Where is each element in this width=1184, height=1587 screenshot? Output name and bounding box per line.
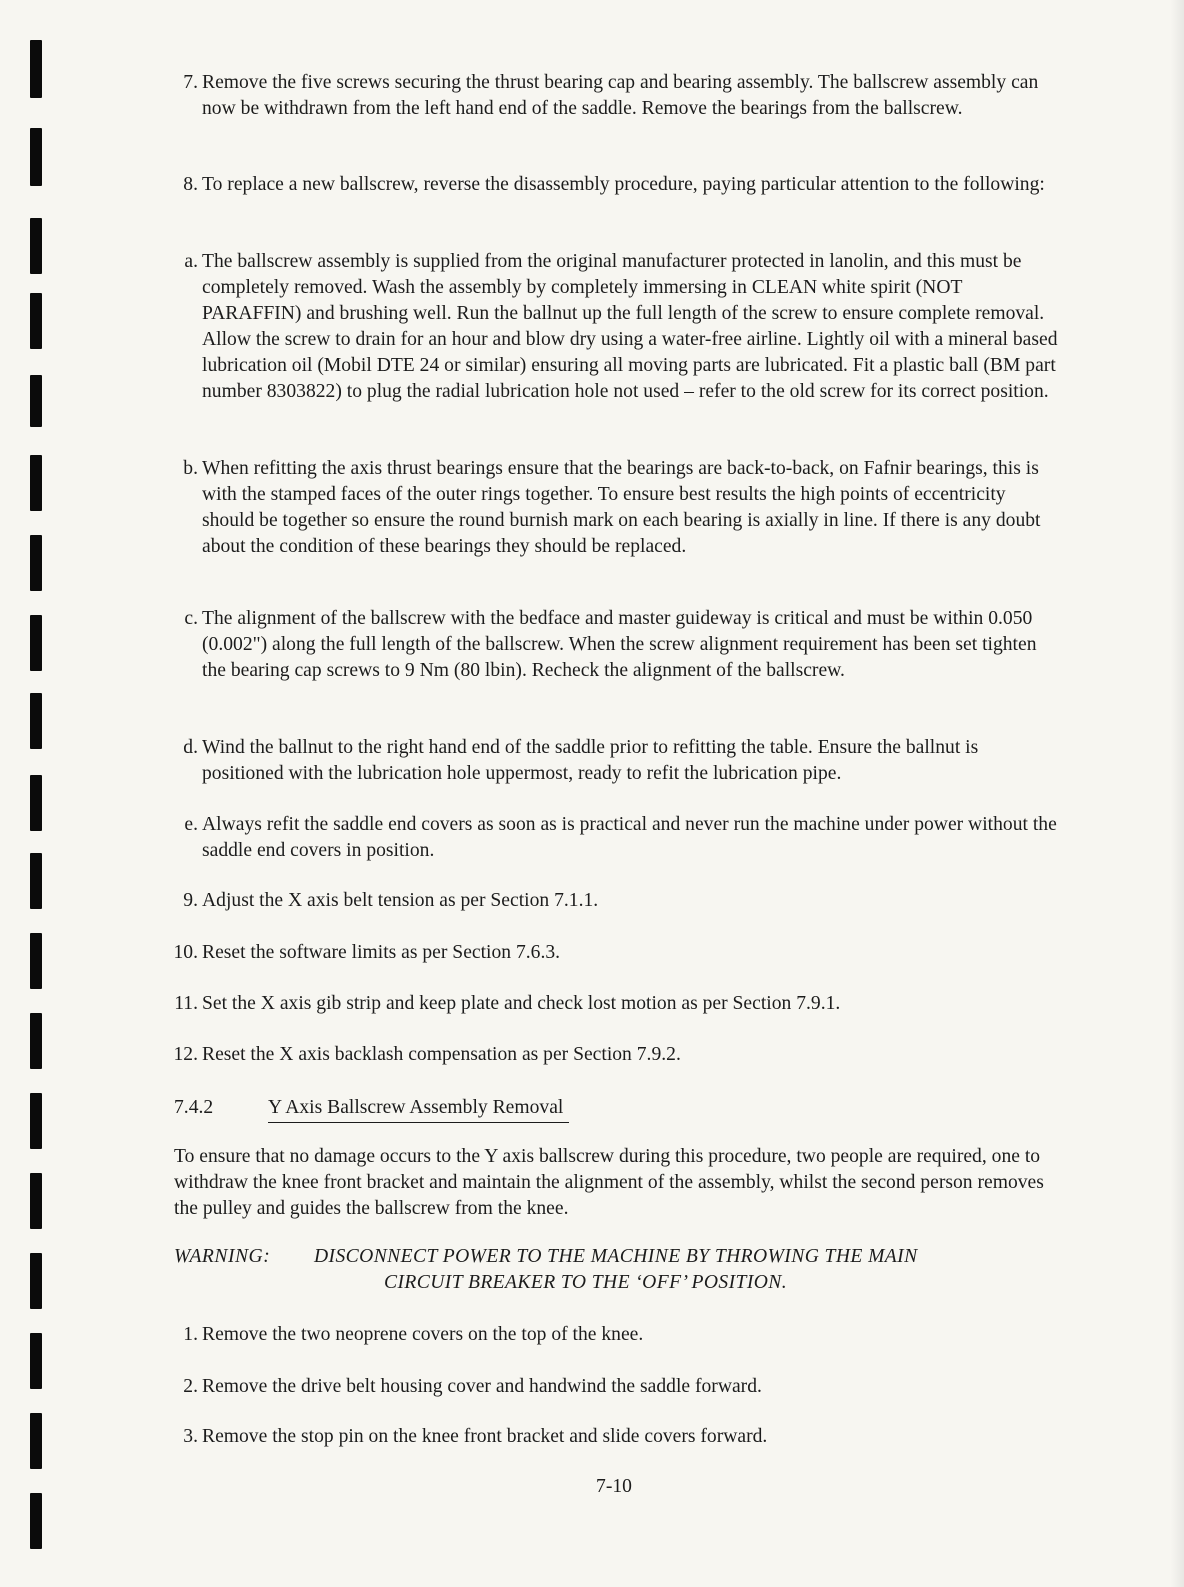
substep-a: [160, 249, 1060, 405]
step-number: a.: [184, 251, 198, 272]
step-text: Remove the two neoprene covers on the top of the knee.: [202, 1324, 644, 1345]
binding-mark: [30, 1013, 42, 1069]
section-heading: [174, 1095, 569, 1123]
step-text: When refitting the axis thrust bearings ensure that the bearings are back-to-back, on Fafnir bearings, this is with the stamped faces of the outer rings together. To ensure best results the high points of eccentricity should be together so ensure the round burnish mark on each bearing is axially in line. If there is any doubt about the condition of these bearings they should be replaced.: [202, 458, 1041, 557]
step-text: Adjust the X axis belt tension as per Section 7.1.1.: [202, 890, 599, 911]
step-text: Remove the five screws securing the thrust bearing cap and bearing assembly. The ballscrew assembly can now be withdrawn from the left hand end of the saddle. Remove the bearings from the ballscrew.: [202, 72, 1039, 119]
step-text: Reset the X axis backlash compensation as per Section 7.9.2.: [202, 1044, 681, 1065]
step-1: [160, 1322, 1060, 1348]
step-10: [160, 940, 1060, 966]
step-text: Always refit the saddle end covers as soon as is practical and never run the machine under power without the saddle end covers in position.: [202, 814, 1057, 861]
step-number: 3.: [183, 1426, 198, 1447]
warning-line: DISCONNECT POWER TO THE MACHINE BY THROWING THE MAIN: [314, 1246, 918, 1267]
step-number: 1.: [183, 1324, 198, 1345]
section-number: 7.4.2: [174, 1097, 214, 1118]
step-text: The ballscrew assembly is supplied from the original manufacturer protected in lanolin, and this must be completely removed. Wash the assembly by completely immersing in CLEAN white spirit (NOT PARAFFIN) and brushing well. Run the ballnut up the full length of the screw to ensure complete removal. Allow the screw to drain for an hour and blow dry using a water-free airline. Lightly oil with a mineral based lubrication oil (Mobil DTE 24 or similar) ensuring all moving parts are lubricated. Fit a plastic ball (BM part number 8303822) to plug the radial lubrication hole not used – refer to the old screw for its correct position.: [202, 251, 1058, 402]
substep-e: [160, 812, 1060, 864]
step-8: [160, 172, 1060, 198]
binding-mark: [30, 615, 42, 671]
page-edge-shadow: [1170, 0, 1184, 1587]
step-number: 11.: [174, 993, 198, 1014]
substep-b: [160, 456, 1060, 560]
step-text: Remove the stop pin on the knee front bracket and slide covers forward.: [202, 1426, 768, 1447]
page-number: 7-10: [596, 1476, 632, 1497]
binding-mark: [30, 693, 42, 749]
binding-mark: [30, 1493, 42, 1549]
step-text: Reset the software limits as per Section 7.6.3.: [202, 942, 561, 963]
warning-line: CIRCUIT BREAKER TO THE ‘OFF’ POSITION.: [384, 1272, 788, 1293]
step-number: 8.: [183, 174, 198, 195]
step-9: [160, 888, 1060, 914]
binding-mark: [30, 1333, 42, 1389]
binding-mark: [30, 128, 42, 186]
binding-mark: [30, 218, 42, 274]
step-text: The alignment of the ballscrew with the bedface and master guideway is critical and must be within 0.050 (0.002") along the full length of the ballscrew. When the screw alignment requirement has been set tighten the bearing cap screws to 9 Nm (80 lbin). Recheck the alignment of the ballscrew.: [202, 608, 1037, 681]
binding-mark: [30, 375, 42, 427]
binding-mark: [30, 1093, 42, 1149]
step-number: 9.: [183, 890, 198, 911]
binding-mark: [30, 853, 42, 909]
step-12: [160, 1042, 1060, 1068]
section-title: Y Axis Ballscrew Assembly Removal: [268, 1095, 569, 1123]
binding-mark: [30, 933, 42, 989]
substep-c: [160, 606, 1060, 684]
substep-d: [160, 735, 1060, 787]
step-number: 7.: [183, 72, 198, 93]
binding-mark: [30, 293, 42, 349]
binding-mark: [30, 40, 42, 98]
binding-mark: [30, 1413, 42, 1469]
step-number: 2.: [183, 1376, 198, 1397]
warning-label: WARNING:: [174, 1246, 271, 1267]
warning-text: [314, 1244, 1054, 1296]
step-number: e.: [184, 814, 198, 835]
warning-block: [174, 1244, 1054, 1296]
step-number: 12.: [173, 1044, 198, 1065]
step-text: Set the X axis gib strip and keep plate and check lost motion as per Section 7.9.1.: [202, 993, 841, 1014]
step-3: [160, 1424, 1060, 1450]
binding-mark: [30, 1253, 42, 1309]
step-text: Remove the drive belt housing cover and handwind the saddle forward.: [202, 1376, 762, 1397]
binding-mark: [30, 1173, 42, 1229]
step-text: Wind the ballnut to the right hand end of the saddle prior to refitting the table. Ensure the ballnut is positioned with the lubrication hole uppermost, ready to refit the lubrication pipe.: [202, 737, 979, 784]
step-number: b.: [183, 458, 198, 479]
binding-mark: [30, 535, 42, 591]
step-number: d.: [183, 737, 198, 758]
step-7: [160, 70, 1060, 122]
step-11: [160, 991, 1060, 1017]
step-number: c.: [184, 608, 198, 629]
binding-mark: [30, 455, 42, 511]
step-number: 10.: [173, 942, 198, 963]
step-text: To replace a new ballscrew, reverse the disassembly procedure, paying particular attention to the following:: [202, 174, 1045, 195]
step-2: [160, 1374, 1060, 1400]
binding-mark: [30, 775, 42, 831]
intro-paragraph: To ensure that no damage occurs to the Y axis ballscrew during this procedure, two people are required, one to withdraw the knee front bracket and maintain the alignment of the assembly, whilst the second person removes the pulley and guides the ballscrew from the knee.: [174, 1146, 1044, 1219]
